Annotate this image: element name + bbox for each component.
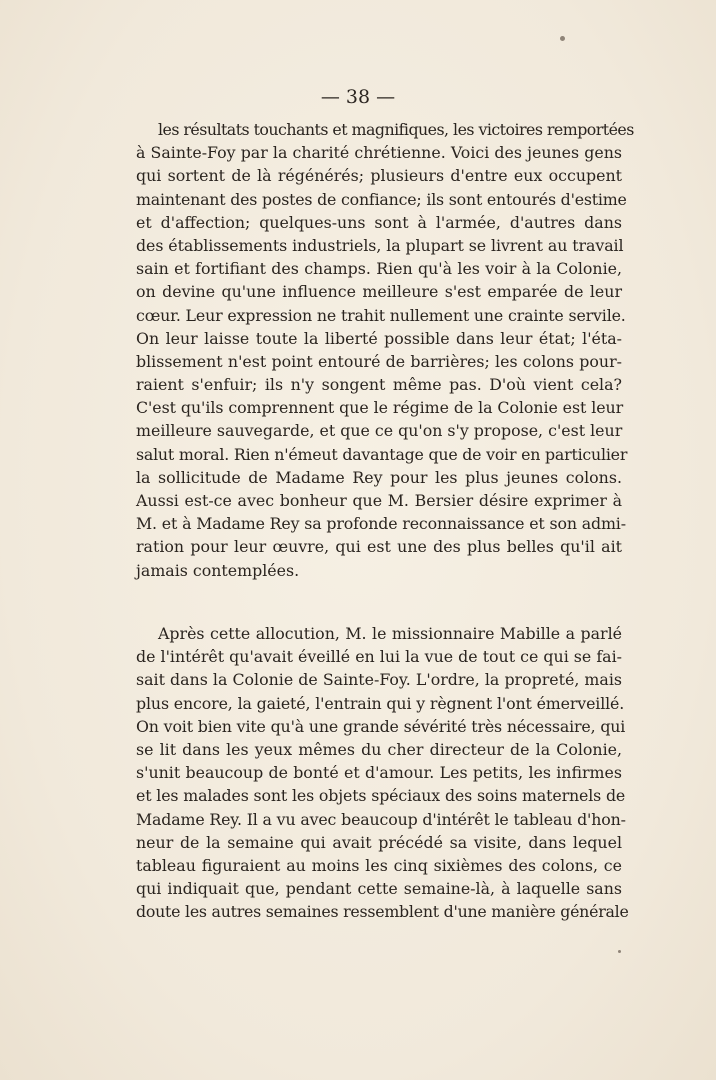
paper-spot [618, 950, 621, 953]
text-line: C'est qu'ils comprennent que le régime de la Colonie est leur [136, 398, 624, 418]
text-line: plus encore, la gaieté, l'entrain qui y règnent l'ont émerveillé. [136, 693, 625, 713]
text-line: salut moral. Rien n'émeut davantage que de voir en particulier [136, 444, 628, 464]
paper-spot [560, 36, 565, 41]
text-line: maintenant des postes de confiance; ils sont entourés d'estime [136, 189, 627, 209]
text-line: tableau figuraient au moins les cinq sixièmes des colons, ce [136, 855, 622, 875]
text-line: Après cette allocution, M. le missionnaire Mabille a parlé [158, 624, 622, 643]
text-line: On leur laisse toute la liberté possible dans leur état; l'éta- [136, 328, 622, 348]
text-line: On voit bien vite qu'à une grande sévérité très nécessaire, qui [136, 716, 626, 736]
text-line: des établissements industriels, la plupart se livrent au travail [136, 235, 624, 255]
text-line: à Sainte-Foy par la charité chrétienne. Voici des jeunes gens [136, 143, 622, 163]
text-line: de l'intérêt qu'avait éveillé en lui la vue de tout ce qui se fai- [136, 647, 622, 667]
text-line: sain et fortifiant des champs. Rien qu'à les voir à la Colonie, [136, 259, 622, 279]
text-line: blissement n'est point entouré de barrières; les colons pour- [136, 351, 622, 371]
paragraph-2 [136, 622, 629, 923]
text-line: neur de la semaine qui avait précédé sa visite, dans lequel [136, 832, 622, 852]
text-line: et d'affection; quelques-uns sont à l'armée, d'autres dans [136, 212, 622, 232]
text-line: sait dans la Colonie de Sainte-Foy. L'ordre, la propreté, mais [136, 670, 622, 690]
page-number: — 38 — [320, 86, 396, 108]
text-line: jamais contemplées. [136, 560, 300, 580]
text-line: Madame Rey. Il a vu avec beaucoup d'intérêt le tableau d'hon- [136, 809, 626, 829]
text-line: qui indiquait que, pendant cette semaine-là, à laquelle sans [136, 879, 622, 899]
paragraph-1 [136, 118, 634, 582]
text-line: M. et à Madame Rey sa profonde reconnaissance et son admi- [136, 514, 626, 534]
text-line: qui sortent de là régénérés; plusieurs d'entre eux occupent [136, 166, 622, 186]
text-line: raient s'enfuir; ils n'y songent même pas. D'où vient cela? [136, 375, 622, 395]
text-line: meilleure sauvegarde, et que ce qu'on s'y propose, c'est leur [136, 421, 623, 441]
text-line: les résultats touchants et magnifiques, les victoires remportées [158, 120, 634, 139]
text-line: ration pour leur œuvre, qui est une des plus belles qu'il ait [136, 537, 622, 557]
text-line: la sollicitude de Madame Rey pour les plus jeunes colons. [136, 467, 622, 487]
text-line: doute les autres semaines ressemblent d'une manière générale [136, 902, 629, 922]
text-line: et les malades sont les objets spéciaux des soins maternels de [136, 786, 626, 806]
text-line: on devine qu'une influence meilleure s'est emparée de leur [136, 282, 622, 302]
text-line: cœur. Leur expression ne trahit nullement une crainte servile. [136, 305, 626, 325]
text-line: s'unit beaucoup de bonté et d'amour. Les petits, les infirmes [136, 763, 622, 783]
text-line: Aussi est-ce avec bonheur que M. Bersier désire exprimer à [136, 491, 622, 510]
text-line: se lit dans les yeux mêmes du cher directeur de la Colonie, [136, 739, 622, 759]
